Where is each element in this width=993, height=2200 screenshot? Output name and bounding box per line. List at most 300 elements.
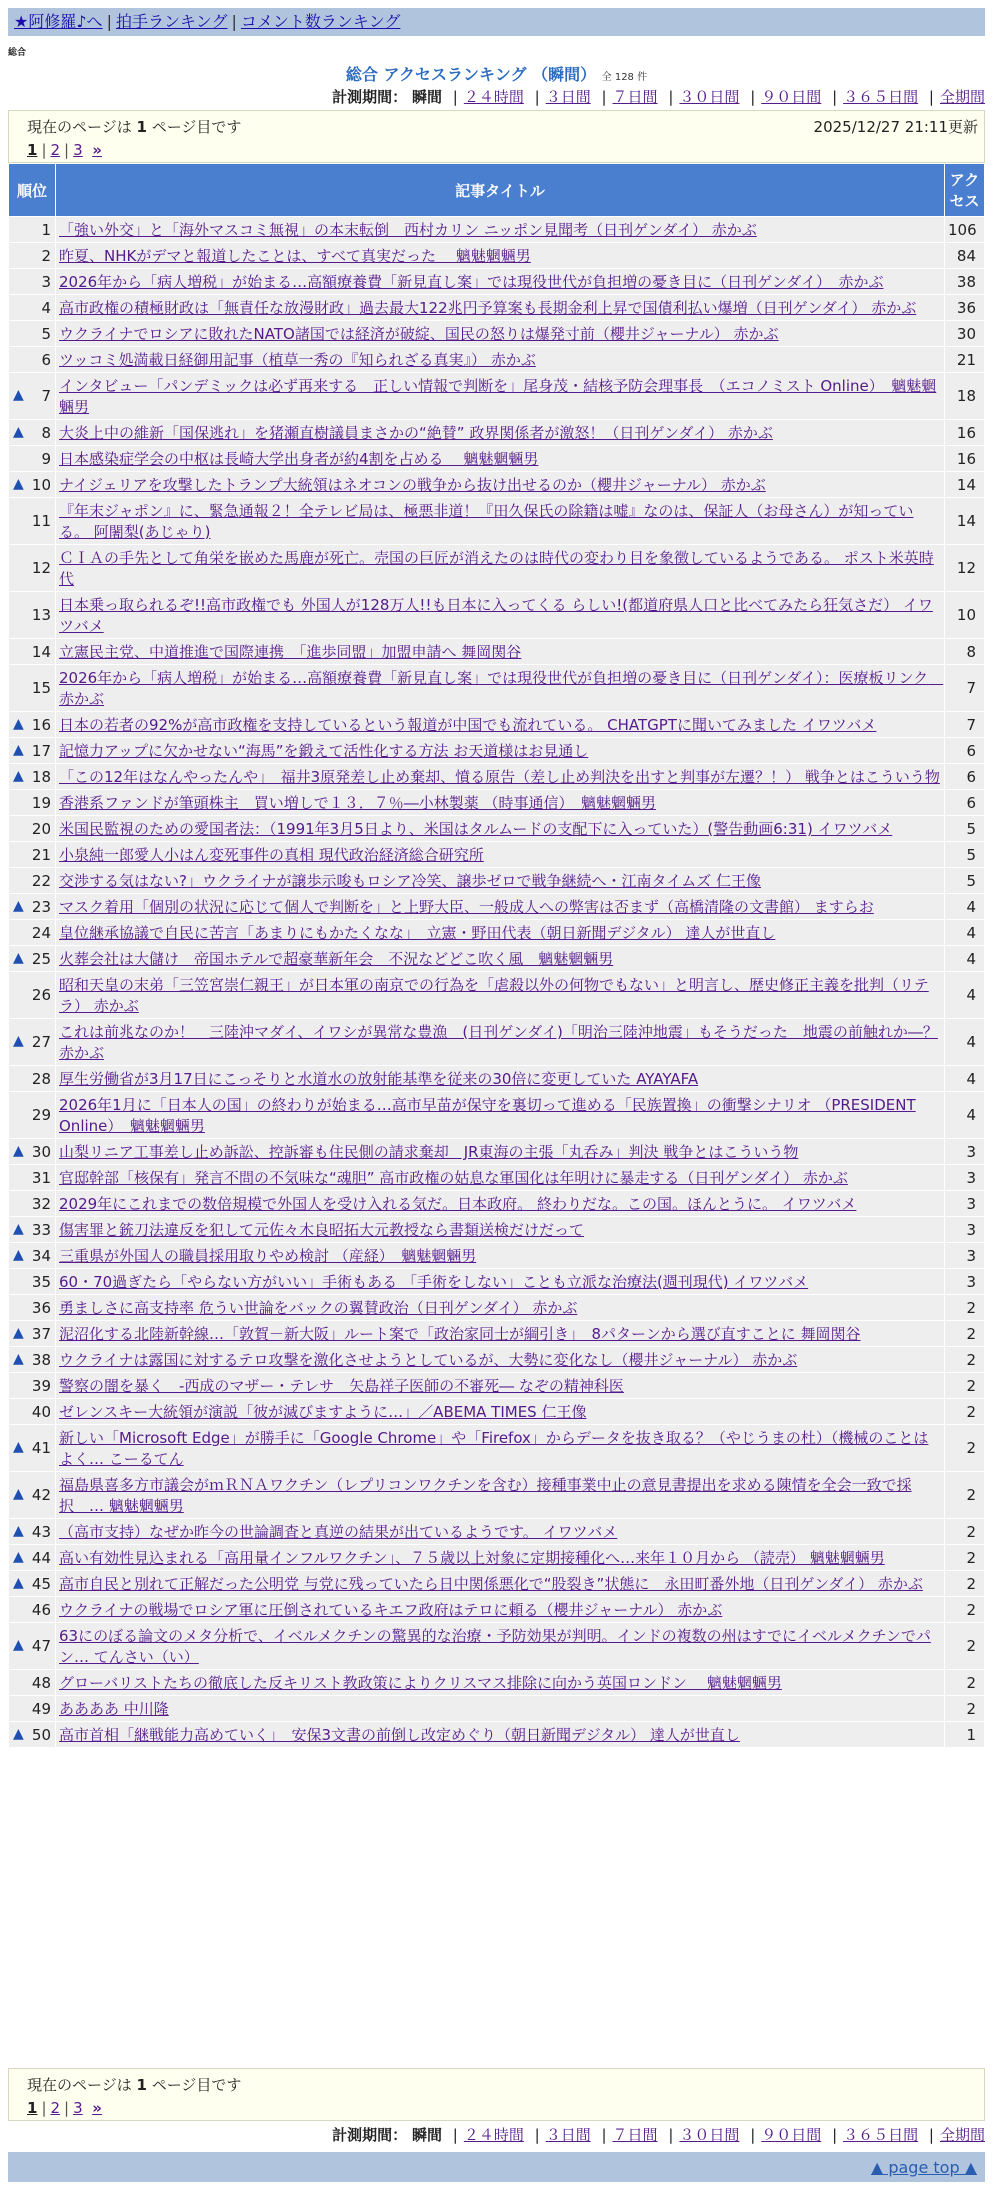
article-link[interactable]: 交渉する気はない?」ウクライナが譲歩示唆もロシア冷笑、譲歩ゼロで戦争継続へ・江南タイムズ 仁王像 <box>59 872 761 890</box>
pager-bottom: 1 | 2 | 3 » <box>8 2097 985 2121</box>
footer-bar <box>8 2152 985 2182</box>
rank-cell <box>9 1139 56 1165</box>
table-row <box>9 446 985 472</box>
table-row <box>9 1399 985 1425</box>
article-link[interactable]: 昨夏、NHKがデマと報道したことは、すべて真実だった 魑魅魍魎男 <box>59 247 531 265</box>
pager-next[interactable]: » <box>92 141 102 159</box>
rank-number: 45 <box>31 1574 51 1593</box>
title-cell <box>56 972 945 1019</box>
table-row <box>9 269 985 295</box>
article-link[interactable]: 山梨リニア工事差し止め訴訟、控訴審も住民側の請求棄却 JR東海の主張「丸呑み」判決 戦争とはこういう物 <box>59 1143 799 1161</box>
access-count: 2 <box>945 1373 985 1399</box>
rank-number: 26 <box>31 986 51 1004</box>
table-row <box>9 764 985 790</box>
period-link-7d[interactable]: ７日間 <box>612 88 658 106</box>
rank-cell <box>9 842 56 868</box>
table-row <box>9 1165 985 1191</box>
title-cell <box>56 1347 945 1373</box>
rank-up-icon: ▲ <box>13 1324 24 1341</box>
access-count: 3 <box>945 1269 985 1295</box>
rank-number: 27 <box>31 1033 51 1051</box>
table-row <box>9 868 985 894</box>
rank-cell <box>9 665 56 712</box>
article-link[interactable]: マスク着用「個別の状況に応じて個人で判断を」と上野大臣、一般成人への弊害は否まず（高橋清隆の文書館） ますらお <box>59 898 874 916</box>
rank-number: 34 <box>31 1246 51 1265</box>
header-access: アクセス <box>945 164 985 217</box>
title-cell <box>56 243 945 269</box>
article-link[interactable]: 2026年から「病人増税」が始まる…高額療養費「新見直し案」では現役世代が負担増の憂き目に（日刊ゲンダイ） 赤かぶ <box>59 273 884 291</box>
rank-number: 41 <box>31 1439 51 1457</box>
table-row <box>9 472 985 498</box>
rank-cell <box>9 269 56 295</box>
period-selector-top: 計測期間： 瞬間 | ２４時間 | ３日間 | ７日間 | ３０日間 | ９０日間 | ３６５日間 | 全期間 <box>332 88 985 106</box>
rank-number: 38 <box>31 1350 51 1369</box>
access-count: 2 <box>945 1597 985 1623</box>
period-link-all[interactable]: 全期間 <box>939 2126 985 2144</box>
rank-cell <box>9 1269 56 1295</box>
access-count: 14 <box>945 498 985 545</box>
period-label: 計測期間： <box>332 88 408 106</box>
rank-up-icon: ▲ <box>13 1033 24 1049</box>
table-row <box>9 1670 985 1696</box>
header-title: 記事タイトル <box>56 164 945 217</box>
access-count: 5 <box>945 868 985 894</box>
table-row <box>9 639 985 665</box>
article-link[interactable]: 米国民監視のための愛国者法：（1991年3月5日より、米国はタルムードの支配下に入っていた）(警告動画6:31) イワツバメ <box>59 820 893 838</box>
title-cell <box>56 472 945 498</box>
pager-current: 1 <box>27 141 38 159</box>
period-current: 瞬間 <box>411 2126 442 2144</box>
rank-number: 36 <box>31 1298 51 1317</box>
access-count: 2 <box>945 1545 985 1571</box>
title-cell <box>56 1321 945 1347</box>
ranking-table <box>8 163 985 1748</box>
article-link[interactable]: 『年末ジャポン』に、緊急通報２！全テレビ局は、極悪非道！『田久保氏の除籍は嘘』なのは、保証人（お母さん）が知っている。 阿闍梨(あじゃり) <box>59 502 914 541</box>
access-count: 16 <box>945 420 985 446</box>
title-cell <box>56 665 945 712</box>
period-link-3d[interactable]: ３日間 <box>545 2126 591 2144</box>
article-link[interactable]: 泥沼化する北陸新幹線…「敦賀－新大阪」ルート案で「政治家同士が綱引き」 8パターンから選び直すことに 舞岡関谷 <box>59 1325 861 1343</box>
access-count: 2 <box>945 1519 985 1545</box>
article-link[interactable]: 高市首相「継戦能力高めていく」 安保3文書の前倒し改定めぐり（朝日新聞デジタル） 達人が世直し <box>59 1726 740 1744</box>
rank-number: 49 <box>31 1699 51 1718</box>
access-count: 2 <box>945 1696 985 1722</box>
rank-up-icon: ▲ <box>13 767 24 784</box>
article-link[interactable]: 火葬会社は大儲け 帝国ホテルで超豪華新年会 不況などどこ吹く風 魑魅魍魎男 <box>59 950 614 968</box>
title-cell <box>56 1425 945 1472</box>
title-cell <box>56 764 945 790</box>
table-row <box>9 1295 985 1321</box>
table-row <box>9 1545 985 1571</box>
rank-cell <box>9 1217 56 1243</box>
rank-number: 28 <box>31 1069 51 1088</box>
access-count: 6 <box>945 764 985 790</box>
article-link[interactable]: 「この12年はなんやったんや」 福井3原発差し止め棄却、憤る原告（差し止め判決を出すと判事が左遷？！） 戦争とはこういう物 <box>59 768 940 786</box>
access-count: 4 <box>945 1019 985 1066</box>
rank-up-icon: ▲ <box>13 741 24 758</box>
rank-number: 11 <box>31 512 51 530</box>
title-cell <box>56 639 945 665</box>
table-row <box>9 1597 985 1623</box>
article-link[interactable]: 大炎上中の維新「国保逃れ」を猪瀬直樹議員まさかの“絶賛” 政界関係者が激怒！（日刊ゲンダイ） 赤かぶ <box>59 424 773 442</box>
rank-number: 13 <box>31 606 51 624</box>
rank-up-icon: ▲ <box>13 949 24 966</box>
article-link[interactable]: 2029年にこれまでの数倍規模で外国人を受け入れる気だ。日本政府。 終わりだな。この国。ほんとうに。 イワツバメ <box>59 1195 857 1213</box>
rank-number: 3 <box>41 272 51 291</box>
title-cell <box>56 1373 945 1399</box>
pager-page-3[interactable]: 3 <box>73 2099 83 2117</box>
period-link-30d[interactable]: ３０日間 <box>679 88 740 106</box>
table-row <box>9 842 985 868</box>
access-count: 2 <box>945 1399 985 1425</box>
title-cell <box>56 1545 945 1571</box>
title-cell <box>56 1191 945 1217</box>
rank-cell <box>9 790 56 816</box>
article-link[interactable]: 日本の若者の92%が高市政権を支持しているという報道が中国でも流れている。 CHATGPTに聞いてみました イワツバメ <box>59 716 877 734</box>
page-info-top <box>8 110 985 140</box>
rank-cell <box>9 816 56 842</box>
article-link[interactable]: 厚生労働省が3月17日にこっそりと水道水の放射能基準を従来の30倍に変更していた AYAYAFA <box>59 1070 699 1088</box>
article-link[interactable]: 日本感染症学会の中枢は長崎大学出身者が約4割を占める 魑魅魍魎男 <box>59 450 539 468</box>
home-link[interactable]: ★阿修羅♪へ <box>14 12 103 31</box>
rank-number: 9 <box>41 449 51 468</box>
rank-cell <box>9 1472 56 1519</box>
table-row <box>9 665 985 712</box>
current-page-text <box>27 2074 241 2095</box>
article-link[interactable]: ＣＩＡの手先として角栄を嵌めた馬鹿が死亡。売国の巨匠が消えたのは時代の変わり目を象徴しているようである。 ポスト米英時代 <box>59 549 934 588</box>
comment-ranking-link[interactable]: コメント数ランキング <box>240 12 401 31</box>
title-cell <box>56 1092 945 1139</box>
rank-number: 10 <box>31 475 51 494</box>
rank-cell <box>9 217 56 243</box>
title-cell <box>56 321 945 347</box>
article-link[interactable]: （高市支持）なぜか昨今の世論調査と真逆の結果が出ているようです。 イワツバメ <box>59 1523 618 1541</box>
article-link[interactable]: 2026年から「病人増税」が始まる…高額療養費「新見直し案」では現役世代が負担増の憂き目に（日刊ゲンダイ）：医療板リンク 赤かぶ <box>59 669 944 708</box>
table-row <box>9 347 985 373</box>
access-count: 4 <box>945 972 985 1019</box>
article-link[interactable]: 傷害罪と銃刀法違反を犯して元佐々木良昭拓大元教授なら書類送検だけだって <box>59 1221 585 1239</box>
period-current: 瞬間 <box>411 88 442 106</box>
period-link-365d[interactable]: ３６５日間 <box>843 2126 919 2144</box>
rank-cell <box>9 1571 56 1597</box>
access-count: 4 <box>945 920 985 946</box>
access-count: 3 <box>945 1243 985 1269</box>
rank-cell <box>9 1373 56 1399</box>
period-link-90d[interactable]: ９０日間 <box>761 2126 822 2144</box>
table-row <box>9 321 985 347</box>
page-top-link[interactable]: ▲ page top ▲ <box>870 2158 977 2177</box>
article-link[interactable]: 新しい「Microsoft Edge」が勝手に「Google Chrome」や「Firefox」からデータを抜き取る？（やじうまの杜）（機械のことはよく… こーるてん <box>59 1429 929 1468</box>
rank-number: 25 <box>31 949 51 968</box>
table-row <box>9 1139 985 1165</box>
rank-cell <box>9 592 56 639</box>
rank-cell <box>9 1670 56 1696</box>
access-count: 2 <box>945 1295 985 1321</box>
rank-number: 48 <box>31 1673 51 1692</box>
table-row <box>9 1623 985 1670</box>
table-row <box>9 816 985 842</box>
rank-cell <box>9 1425 56 1472</box>
period-link-3d[interactable]: ３日間 <box>545 88 591 106</box>
rank-number: 18 <box>31 767 51 786</box>
table-row <box>9 1321 985 1347</box>
period-link-24h[interactable]: ２４時間 <box>463 2126 524 2144</box>
pager-page-3[interactable]: 3 <box>73 141 83 159</box>
rank-cell <box>9 712 56 738</box>
rank-cell <box>9 764 56 790</box>
rank-up-icon: ▲ <box>13 1548 24 1565</box>
title-cell <box>56 1722 945 1748</box>
title-cell <box>56 1165 945 1191</box>
rank-number: 17 <box>31 741 51 760</box>
clap-ranking-link[interactable]: 拍手ランキング <box>115 12 228 31</box>
article-link[interactable]: ウクライナは露国に対するテロ攻撃を激化させようとしているが、大勢に変化なし（櫻井ジャーナル） 赤かぶ <box>59 1351 798 1369</box>
access-count: 6 <box>945 738 985 764</box>
title-cell <box>56 1217 945 1243</box>
access-count: 2 <box>945 1347 985 1373</box>
rank-number: 2 <box>41 246 51 265</box>
article-link[interactable]: 皇位継承協議で自民に苦言「あまりにもかたくなな」 立憲・野田代表（朝日新聞デジタル） 達人が世直し <box>59 924 776 942</box>
table-row <box>9 1373 985 1399</box>
title-cell <box>56 1139 945 1165</box>
table-row <box>9 1066 985 1092</box>
rank-number: 20 <box>31 819 51 838</box>
article-link[interactable]: 2026年1月に「日本人の国」の終わりが始まる…高市早苗が保守を裏切って進める「民族置換」の衝撃シナリオ （PRESIDENT Online） 魑魅魍魎男 <box>59 1096 916 1135</box>
rank-cell <box>9 1321 56 1347</box>
title-cell <box>56 920 945 946</box>
article-link[interactable]: 香港系ファンドが筆頭株主 買い増しで１３．７％―小林製薬 （時事通信） 魑魅魍魎男 <box>59 794 656 812</box>
access-count: 30 <box>945 321 985 347</box>
article-link[interactable]: 60・70過ぎたら「やらない方がいい」手術もある 「手術をしない」ことも立派な治療法(週刊現代) イワツバメ <box>59 1273 809 1291</box>
ranking-title: 総合 アクセスランキング （瞬間） <box>345 65 597 84</box>
rank-number: 12 <box>31 559 51 577</box>
access-count: 4 <box>945 946 985 972</box>
article-link[interactable]: インタビュー「パンデミックは必ず再来する 正しい情報で判断を」尾身茂・結核予防会理事長 （エコノミスト Online） 魑魅魍魎男 <box>59 377 937 416</box>
rank-number: 50 <box>31 1725 51 1744</box>
access-count: 18 <box>945 373 985 420</box>
access-count: 4 <box>945 894 985 920</box>
access-count: 14 <box>945 472 985 498</box>
title-cell <box>56 1519 945 1545</box>
title-cell <box>56 1571 945 1597</box>
ranking-body <box>9 217 985 1748</box>
period-link-90d[interactable]: ９０日間 <box>761 88 822 106</box>
rank-number: 32 <box>31 1194 51 1213</box>
article-link[interactable]: 昭和天皇の末弟「三笠宮崇仁親王」が日本軍の南京での行為を「虐殺以外の何物でもない」と明言し、歴史修正主義を批判（リテラ） 赤かぶ <box>59 976 929 1015</box>
article-link[interactable]: ゼレンスキー大統領が演説「彼が滅びますように…」／ABEMA TIMES 仁王像 <box>59 1403 587 1421</box>
rank-up-icon: ▲ <box>13 1574 24 1591</box>
article-link[interactable]: グローバリストたちの徹底した反キリスト教政策によりクリスマス排除に向かう英国ロンドン 魑魅魍魎男 <box>59 1674 782 1692</box>
rank-number: 8 <box>41 423 51 442</box>
rank-cell <box>9 1165 56 1191</box>
table-row <box>9 373 985 420</box>
period-link-7d[interactable]: ７日間 <box>612 2126 658 2144</box>
page-info-bottom <box>8 2068 985 2098</box>
title-cell <box>56 1670 945 1696</box>
rank-up-icon: ▲ <box>13 715 24 732</box>
article-link[interactable]: 記憶力アップに欠かせない“海馬”を鍛えて活性化する方法 お天道様はお見通し <box>59 742 589 760</box>
title-cell <box>56 868 945 894</box>
rank-cell <box>9 373 56 420</box>
table-row <box>9 1347 985 1373</box>
rank-cell <box>9 347 56 373</box>
title-cell <box>56 946 945 972</box>
page-prefix: 現在のページは <box>27 118 137 136</box>
rank-up-icon: ▲ <box>13 387 24 403</box>
pager-page-2[interactable]: 2 <box>50 2099 61 2117</box>
article-link[interactable]: ナイジェリアを攻撃したトランプ大統領はネオコンの戦争から抜け出せるのか（櫻井ジャーナル） 赤かぶ <box>59 476 766 494</box>
rank-number: 46 <box>31 1600 51 1619</box>
access-count: 2 <box>945 1425 985 1472</box>
rank-cell <box>9 545 56 592</box>
rank-number: 4 <box>41 298 51 317</box>
title-cell <box>56 1066 945 1092</box>
title-cell <box>56 269 945 295</box>
access-count: 21 <box>945 347 985 373</box>
article-link[interactable]: 三重県が外国人の職員採用取りやめ検討 （産経） 魑魅魍魎男 <box>59 1247 477 1265</box>
table-row <box>9 1092 985 1139</box>
article-link[interactable]: 63にのぼる論文のメタ分析で、イベルメクチンの驚異的な治療・予防効果が判明。インドの複数の州はすでにイベルメクチンでパン… てんさい（い） <box>59 1627 931 1666</box>
page-number: 1 <box>136 2076 147 2094</box>
rank-up-icon: ▲ <box>13 1522 24 1539</box>
period-link-24h[interactable]: ２４時間 <box>463 88 524 106</box>
page-suffix: ページ目です <box>146 2076 242 2094</box>
title-cell <box>56 1472 945 1519</box>
page-suffix: ページ目です <box>146 118 242 136</box>
rank-number: 16 <box>31 715 51 734</box>
title-cell <box>56 790 945 816</box>
article-link[interactable]: ウクライナの戦場でロシア軍に圧倒されているキエフ政府はテロに頼る（櫻井ジャーナル） 赤かぶ <box>59 1601 723 1619</box>
rank-number: 6 <box>41 350 51 369</box>
access-count: 6 <box>945 790 985 816</box>
table-header-row <box>9 164 985 217</box>
table-row <box>9 894 985 920</box>
title-cell <box>56 1295 945 1321</box>
table-row <box>9 1191 985 1217</box>
article-link[interactable]: 立憲民主党、中道推進で国際連携 「進歩同盟」加盟申請へ 舞岡関谷 <box>59 643 522 661</box>
rank-cell <box>9 321 56 347</box>
table-row <box>9 243 985 269</box>
rank-number: 19 <box>31 793 51 812</box>
table-row <box>9 1019 985 1066</box>
rank-number: 5 <box>41 324 51 343</box>
rank-number: 14 <box>31 642 51 661</box>
pager-next[interactable]: » <box>92 2099 102 2117</box>
rank-cell <box>9 972 56 1019</box>
rank-number: 39 <box>31 1376 51 1395</box>
title-cell <box>56 446 945 472</box>
access-count: 1 <box>945 1722 985 1748</box>
rank-up-icon: ▲ <box>13 1486 24 1502</box>
rank-number: 23 <box>31 897 51 916</box>
rank-number: 44 <box>31 1548 51 1567</box>
rank-cell <box>9 639 56 665</box>
article-link[interactable]: 高い有効性見込まれる「高用量インフルワクチン」、７５歳以上対象に定期接種化へ…来年１０月から （読売） 魑魅魍魎男 <box>59 1549 885 1567</box>
rank-number: 7 <box>41 387 51 405</box>
article-link[interactable]: 日本乗っ取られるぞ!!高市政権でも 外国人が128万人!!も日本に入ってくる らしい!(都道府県人口と比べてみたら狂気さだ） イワツバメ <box>59 596 933 635</box>
top-nav-bar <box>8 8 985 36</box>
updated-timestamp: 2025/12/27 21:11更新 <box>813 118 978 136</box>
access-count: 3 <box>945 1217 985 1243</box>
access-count: 7 <box>945 665 985 712</box>
access-count: 3 <box>945 1191 985 1217</box>
rank-number: 31 <box>31 1168 51 1187</box>
table-row <box>9 1269 985 1295</box>
article-link[interactable]: 官邸幹部「核保有」発言不問の不気味な“魂胆” 高市政権の姑息な軍国化は年明けに暴走する（日刊ゲンダイ） 赤かぶ <box>59 1169 848 1187</box>
rank-cell <box>9 868 56 894</box>
access-count: 2 <box>945 1472 985 1519</box>
period-link-30d[interactable]: ３０日間 <box>679 2126 740 2144</box>
access-count: 16 <box>945 446 985 472</box>
title-cell <box>56 498 945 545</box>
title-cell <box>56 1399 945 1425</box>
rank-cell <box>9 446 56 472</box>
nav-separator: | <box>231 12 237 31</box>
article-link[interactable]: 警察の闇を暴く -西成のマザー・テレサ 矢島祥子医師の不審死― なぞの精神科医 <box>59 1377 624 1395</box>
rank-up-icon: ▲ <box>13 1637 24 1653</box>
article-link[interactable]: 勇ましさに高支持率 危うい世論をバックの翼賛政治（日刊ゲンダイ） 赤かぶ <box>59 1299 578 1317</box>
item-count: 全 128 件 <box>601 72 648 83</box>
table-row <box>9 1243 985 1269</box>
period-link-all[interactable]: 全期間 <box>939 88 985 106</box>
access-count: 2 <box>945 1571 985 1597</box>
access-count: 2 <box>945 1321 985 1347</box>
article-link[interactable]: これは前兆なのか！ 三陸沖マダイ、イワシが異常な豊漁 (日刊ゲンダイ)「明治三陸沖地震」もそうだった 地震の前触れか―？ 赤かぶ <box>59 1023 938 1062</box>
article-link[interactable]: 高市自民と別れて正解だった公明党 与党に残っていたら日中関係悪化で“股裂き”状態に 永田町番外地（日刊ゲンダイ） 赤かぶ <box>59 1575 923 1593</box>
rank-up-icon: ▲ <box>13 1439 24 1455</box>
rank-number: 29 <box>31 1106 51 1124</box>
title-cell <box>56 545 945 592</box>
article-link[interactable]: 福島県喜多方市議会がｍＲＮＡワクチン（レプリコンワクチンを含む）接種事業中止の意見書提出を求める陳情を全会一致で採択 … 魑魅魍魎男 <box>59 1476 912 1515</box>
rank-cell <box>9 472 56 498</box>
category-label: 総合 <box>8 48 27 58</box>
title-cell <box>56 347 945 373</box>
rank-up-icon: ▲ <box>13 475 24 492</box>
period-label: 計測期間： <box>332 2126 408 2144</box>
rank-cell <box>9 1597 56 1623</box>
title-cell <box>56 373 945 420</box>
access-count: 5 <box>945 816 985 842</box>
rank-cell <box>9 498 56 545</box>
title-cell <box>56 1269 945 1295</box>
table-row <box>9 498 985 545</box>
rank-cell <box>9 420 56 446</box>
table-row <box>9 1425 985 1472</box>
rank-number: 22 <box>31 871 51 890</box>
rank-number: 40 <box>31 1402 51 1421</box>
title-cell <box>56 1597 945 1623</box>
rank-cell <box>9 738 56 764</box>
title-cell <box>56 712 945 738</box>
rank-cell <box>9 894 56 920</box>
article-link[interactable]: ツッコミ処満載日経御用記事（植草一秀の『知られざる真実』） 赤かぶ <box>59 351 536 369</box>
pager-page-2[interactable]: 2 <box>50 141 61 159</box>
rank-number: 47 <box>31 1637 51 1655</box>
article-link[interactable]: 高市政権の積極財政は「無責任な放漫財政」過去最大122兆円予算案も長期金利上昇で国債利払い爆増（日刊ゲンダイ） 赤かぶ <box>59 299 917 317</box>
article-link[interactable]: 「強い外交」と「海外マスコミ無視」の本末転倒 西村カリン ニッポン見聞考（日刊ゲンダイ） 赤かぶ <box>59 221 757 239</box>
page-number: 1 <box>136 118 147 136</box>
article-link[interactable]: ウクライナでロシアに敗れたNATO諸国では経済が破綻、国民の怒りは爆発寸前（櫻井ジャーナル） 赤かぶ <box>59 325 779 343</box>
rank-number: 24 <box>31 923 51 942</box>
current-page-text <box>27 116 241 137</box>
period-link-365d[interactable]: ３６５日間 <box>843 88 919 106</box>
article-link[interactable]: 小泉純一郎愛人小はん変死事件の真相 現代政治経済総合研究所 <box>59 846 484 864</box>
rank-cell <box>9 1696 56 1722</box>
access-count: 10 <box>945 592 985 639</box>
article-link[interactable]: ああああ 中川隆 <box>59 1700 169 1718</box>
header-rank: 順位 <box>9 164 56 217</box>
title-cell <box>56 592 945 639</box>
